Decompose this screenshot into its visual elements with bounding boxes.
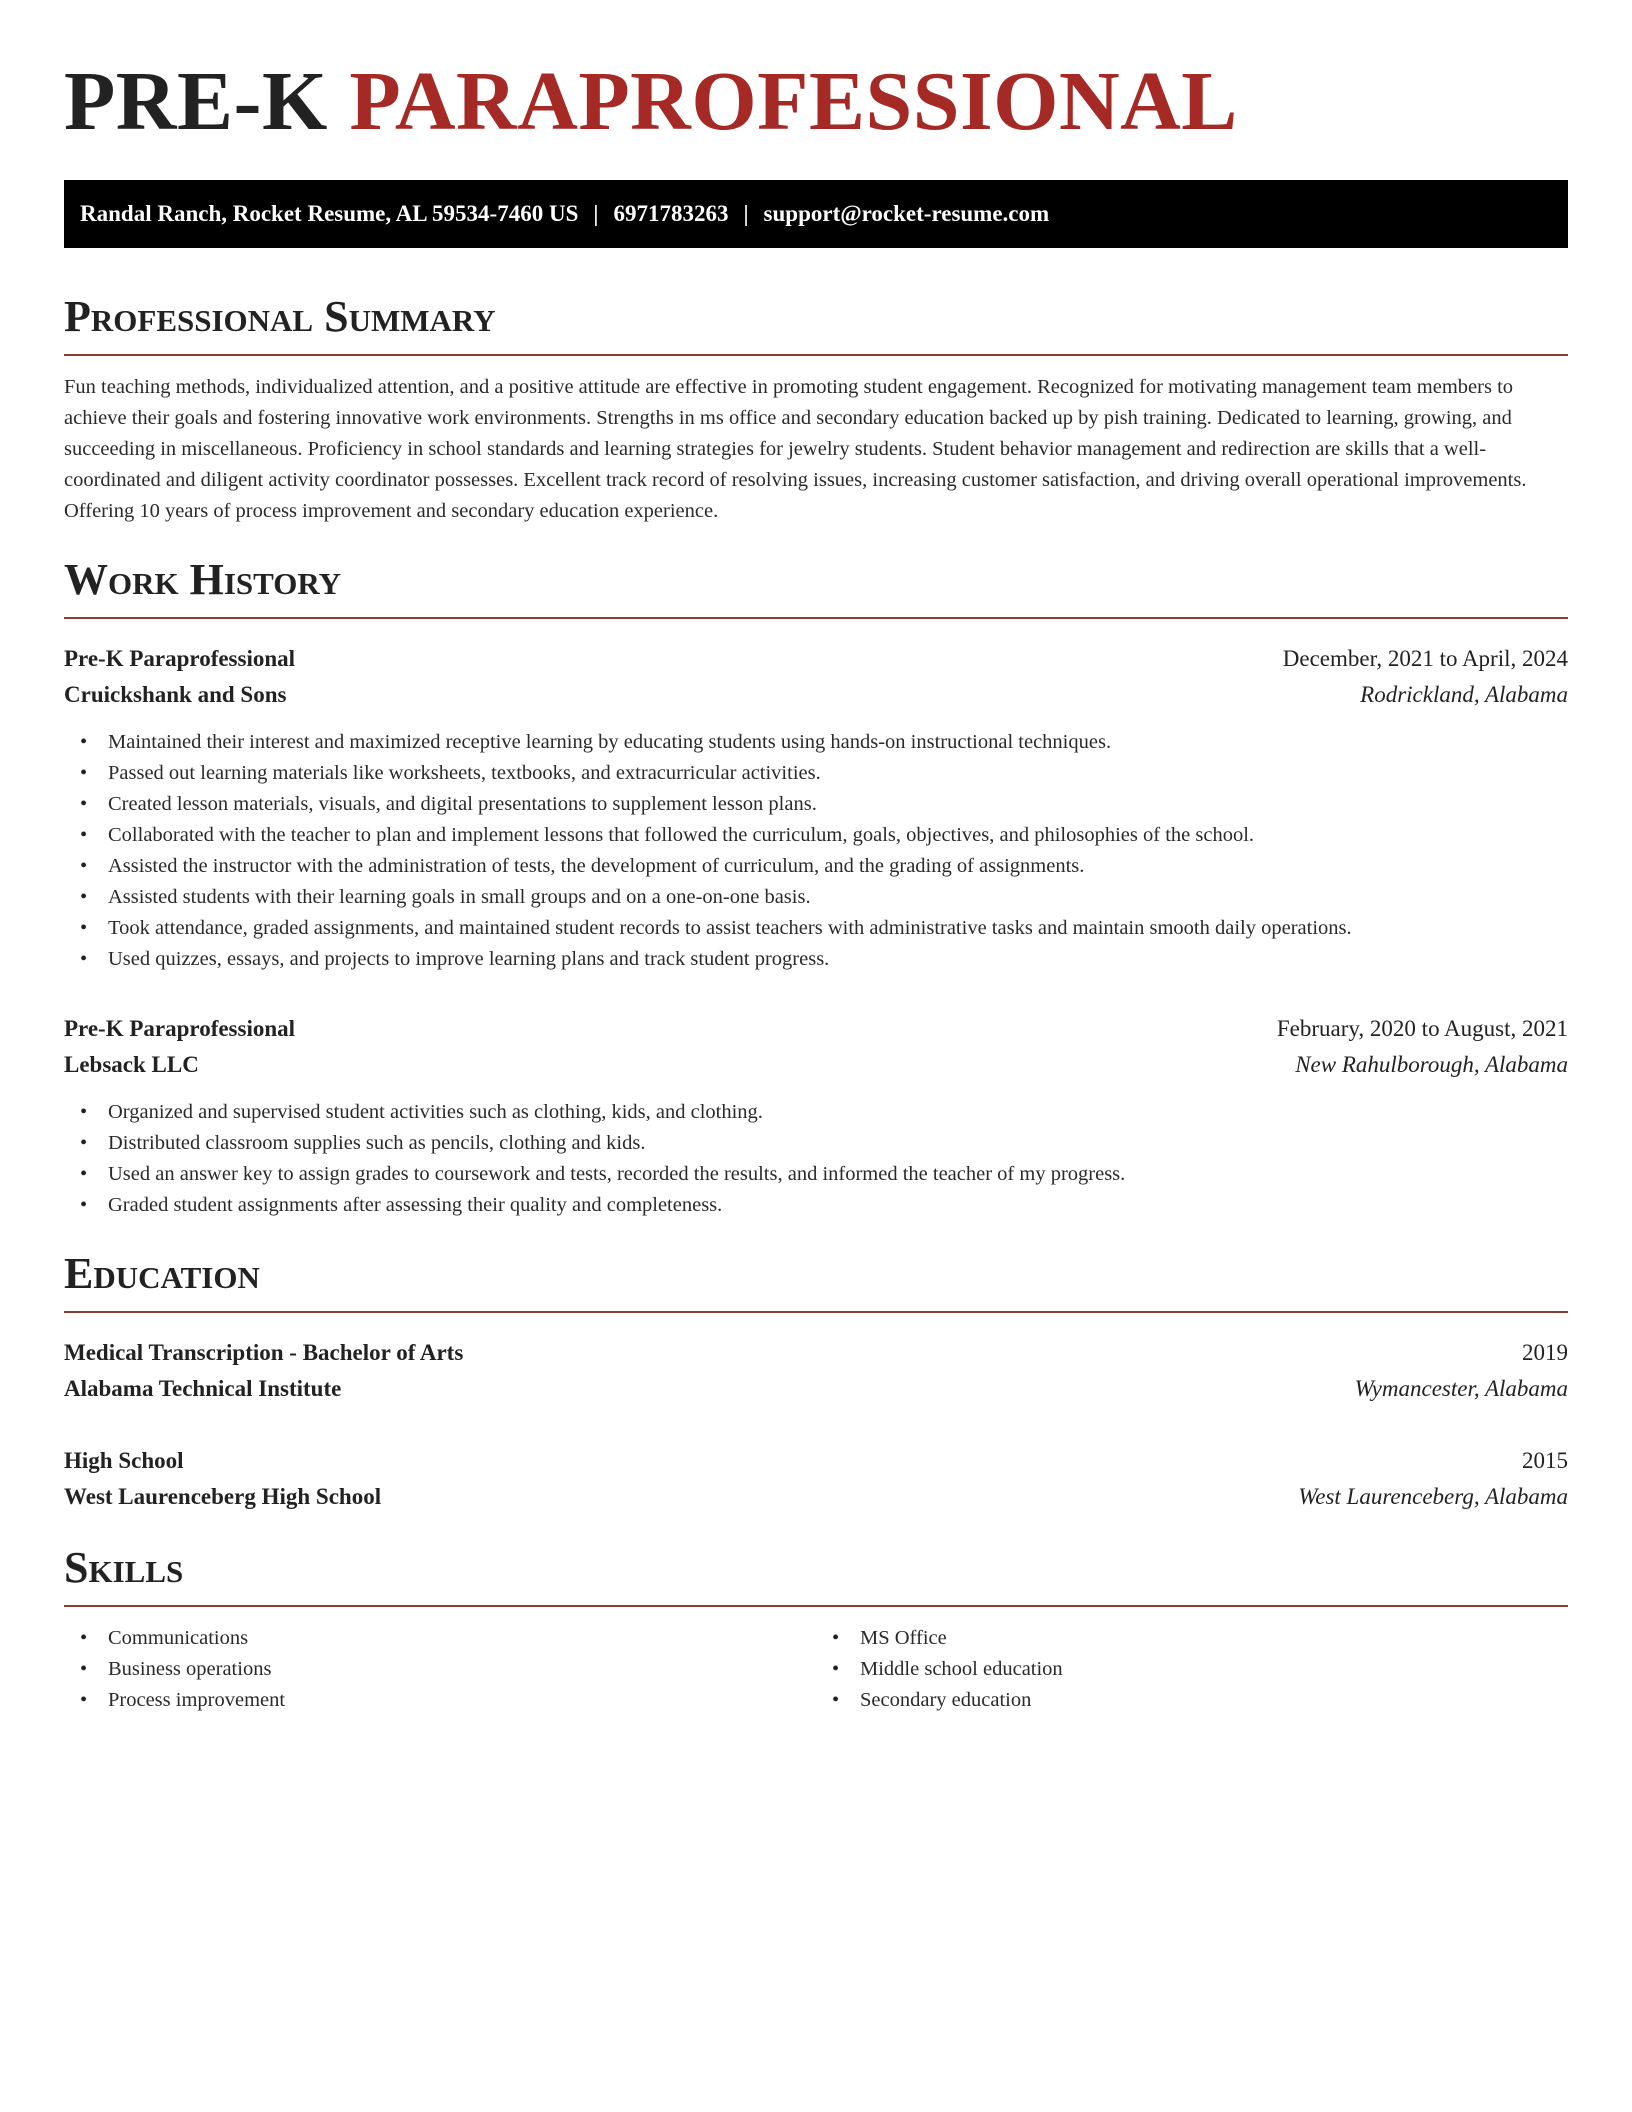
skills-list-right xyxy=(816,1623,1568,1716)
job-dates: February, 2020 to August, 2021 xyxy=(1276,1016,1568,1041)
contact-bar xyxy=(64,180,1568,248)
job-location: New Rahulborough, Alabama xyxy=(1295,1052,1568,1077)
contact-email: support@rocket-resume.com xyxy=(763,201,1050,226)
job-title: Pre-K Paraprofessional xyxy=(64,646,296,671)
education-year: 2015 xyxy=(1522,1448,1568,1473)
section-heading-work-history: Work History xyxy=(64,555,1568,619)
job-company-row xyxy=(64,677,1568,713)
education-degree: High School xyxy=(64,1448,184,1473)
job-bullet: • Organized and supervised student activities such as clothing, kids, and clothing. xyxy=(64,1097,1568,1128)
contact-address: Randal Ranch, Rocket Resume, AL 59534-7460 US xyxy=(80,201,579,226)
education-degree-row xyxy=(64,1335,1568,1371)
education-location: Wymancester, Alabama xyxy=(1354,1376,1568,1401)
education-school: West Laurenceberg High School xyxy=(64,1484,382,1509)
job-entry xyxy=(64,1011,1568,1221)
education-degree-row xyxy=(64,1443,1568,1479)
job-bullet-list xyxy=(64,1097,1568,1221)
education-entry xyxy=(64,1335,1568,1407)
skill-item: • Middle school education xyxy=(816,1654,1568,1685)
education-school: Alabama Technical Institute xyxy=(64,1376,342,1401)
education-degree: Medical Transcription - Bachelor of Arts xyxy=(64,1340,464,1365)
contact-separator: | xyxy=(593,201,599,226)
job-company-row xyxy=(64,1047,1568,1083)
job-bullet: • Assisted the instructor with the administration of tests, the development of curriculum, and the grading of assignments. xyxy=(64,851,1568,882)
job-title: Pre-K Paraprofessional xyxy=(64,1016,296,1041)
job-company: Cruickshank and Sons xyxy=(64,682,287,707)
contact-separator: | xyxy=(743,201,749,226)
job-bullet: • Used an answer key to assign grades to coursework and tests, recorded the results, and informed the teacher of my progress. xyxy=(64,1159,1568,1190)
section-heading-skills: Skills xyxy=(64,1543,1568,1607)
education-location: West Laurenceberg, Alabama xyxy=(1298,1484,1568,1509)
education-school-row xyxy=(64,1371,1568,1407)
summary-text: Fun teaching methods, individualized attention, and a positive attitude are effective in promoting student engagement. Recognized for motivating management team members to achieve their goals and fostering innovative work environments. Strengths in ms office and secondary education backed up by pish training. Dedicated to learning, growing, and succeeding in miscellaneous. Proficiency in school standards and learning strategies for jewelry students. Student behavior management and redirection are skills that a well-coordinated and diligent activity coordinator possesses. Excellent track record of resolving issues, increasing customer satisfaction, and driving overall operational improvements. Offering 10 years of process improvement and secondary education experience. xyxy=(64,376,1527,522)
skills-columns xyxy=(64,1623,1568,1716)
job-header-row xyxy=(64,1011,1568,1047)
job-entry xyxy=(64,641,1568,975)
job-bullet: • Distributed classroom supplies such as pencils, clothing and kids. xyxy=(64,1128,1568,1159)
job-bullet: • Passed out learning materials like worksheets, textbooks, and extracurricular activities. xyxy=(64,758,1568,789)
section-heading-education: Education xyxy=(64,1249,1568,1313)
resume-title xyxy=(64,52,1568,152)
job-bullet: • Assisted students with their learning goals in small groups and on a one-on-one basis. xyxy=(64,882,1568,913)
job-bullet: • Created lesson materials, visuals, and digital presentations to supplement lesson plans. xyxy=(64,789,1568,820)
title-part-2: PARAPROFESSIONAL xyxy=(349,55,1238,148)
job-bullet: • Collaborated with the teacher to plan and implement lessons that followed the curriculum, goals, objectives, and philosophies of the school. xyxy=(64,820,1568,851)
education-year: 2019 xyxy=(1522,1340,1568,1365)
job-bullet: • Maintained their interest and maximized receptive learning by educating students using hands-on instructional techniques. xyxy=(64,727,1568,758)
skill-item: • Communications xyxy=(64,1623,816,1654)
skill-item: • MS Office xyxy=(816,1623,1568,1654)
job-bullet: • Graded student assignments after assessing their quality and completeness. xyxy=(64,1190,1568,1221)
skill-item: • Business operations xyxy=(64,1654,816,1685)
job-location: Rodrickland, Alabama xyxy=(1360,682,1568,707)
skills-list-left xyxy=(64,1623,816,1716)
job-bullet-list xyxy=(64,727,1568,975)
job-bullet: • Took attendance, graded assignments, and maintained student records to assist teachers with administrative tasks and maintain smooth daily operations. xyxy=(64,913,1568,944)
job-dates: December, 2021 to April, 2024 xyxy=(1282,646,1568,671)
section-heading-summary: Professional Summary xyxy=(64,292,1568,356)
job-bullet: • Used quizzes, essays, and projects to improve learning plans and track student progress. xyxy=(64,944,1568,975)
job-company: Lebsack LLC xyxy=(64,1052,199,1077)
skill-item: • Process improvement xyxy=(64,1685,816,1716)
education-school-row xyxy=(64,1479,1568,1515)
title-part-1: PRE-K xyxy=(64,55,328,148)
education-entry xyxy=(64,1443,1568,1515)
job-header-row xyxy=(64,641,1568,677)
skill-item: • Secondary education xyxy=(816,1685,1568,1716)
contact-phone: 6971783263 xyxy=(613,201,729,226)
